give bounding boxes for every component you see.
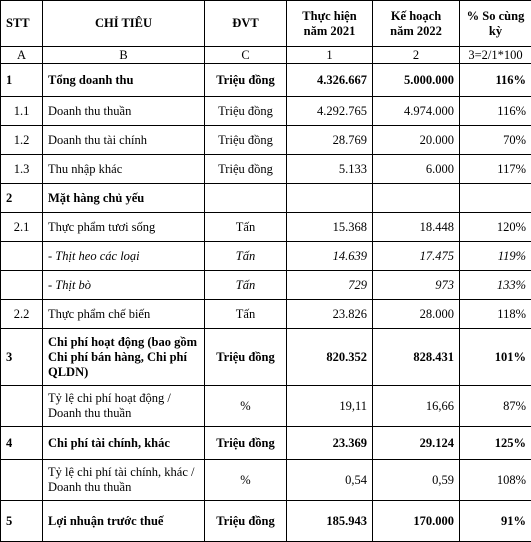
table-row: [1, 460, 531, 501]
header-row: [1, 1, 531, 47]
letter-cell: C: [205, 47, 287, 64]
row-actual: 820.352: [287, 329, 373, 386]
table-row: [1, 242, 531, 271]
table-row: [1, 155, 531, 184]
row-actual: 4.326.667: [287, 64, 373, 97]
row-name: Thu nhập khác: [43, 155, 205, 184]
row-actual: [287, 184, 373, 213]
table-row: [1, 329, 531, 386]
row-name: Doanh thu tài chính: [43, 126, 205, 155]
row-plan: 16,66: [373, 386, 460, 427]
row-name: Doanh thu thuần: [43, 97, 205, 126]
row-actual: 0,54: [287, 460, 373, 501]
row-plan: 828.431: [373, 329, 460, 386]
header-stt: STT: [1, 1, 43, 47]
row-stt: 4: [1, 427, 43, 460]
letter-cell: 2: [373, 47, 460, 64]
row-unit: Tấn: [205, 300, 287, 329]
row-plan: 18.448: [373, 213, 460, 242]
row-name: Tổng doanh thu: [43, 64, 205, 97]
row-stt: 1.2: [1, 126, 43, 155]
row-name: Tỷ lệ chi phí hoạt động / Doanh thu thuần: [43, 386, 205, 427]
row-plan: 5.000.000: [373, 64, 460, 97]
row-stt: 1.3: [1, 155, 43, 184]
row-pct: 125%: [460, 427, 531, 460]
row-unit: Triệu đồng: [205, 126, 287, 155]
row-unit: Triệu đồng: [205, 329, 287, 386]
row-stt: [1, 460, 43, 501]
row-actual: 23.369: [287, 427, 373, 460]
row-actual: 4.292.765: [287, 97, 373, 126]
row-pct: 108%: [460, 460, 531, 501]
row-stt: [1, 271, 43, 300]
row-pct: [460, 184, 531, 213]
row-unit: Triệu đồng: [205, 155, 287, 184]
row-pct: 120%: [460, 213, 531, 242]
table-row: [1, 213, 531, 242]
row-unit: Triệu đồng: [205, 427, 287, 460]
table-row: [1, 64, 531, 97]
table-row: [1, 386, 531, 427]
header-dvt: ĐVT: [205, 1, 287, 47]
row-actual: 19,11: [287, 386, 373, 427]
header-ke-hoach: Kế hoạch năm 2022: [373, 1, 460, 47]
row-unit: Tấn: [205, 271, 287, 300]
table-row: [1, 427, 531, 460]
row-stt: 5: [1, 501, 43, 542]
row-pct: 101%: [460, 329, 531, 386]
row-plan: 29.124: [373, 427, 460, 460]
row-plan: 973: [373, 271, 460, 300]
row-name: Chi phí hoạt động (bao gồm Chi phí bán hàng, Chi phí QLDN): [43, 329, 205, 386]
row-unit: Triệu đồng: [205, 501, 287, 542]
row-actual: 729: [287, 271, 373, 300]
table-row: [1, 501, 531, 542]
row-pct: 91%: [460, 501, 531, 542]
row-stt: 1: [1, 64, 43, 97]
row-stt: 3: [1, 329, 43, 386]
letter-cell: 1: [287, 47, 373, 64]
row-stt: 2: [1, 184, 43, 213]
row-actual: 14.639: [287, 242, 373, 271]
row-stt: [1, 386, 43, 427]
row-name: Tỷ lệ chi phí tài chính, khác / Doanh thu thuần: [43, 460, 205, 501]
table-row: [1, 300, 531, 329]
row-unit: Triệu đồng: [205, 97, 287, 126]
table-row: [1, 97, 531, 126]
row-plan: 0,59: [373, 460, 460, 501]
row-name: - Thịt bò: [43, 271, 205, 300]
row-actual: 23.826: [287, 300, 373, 329]
row-name: - Thịt heo các loại: [43, 242, 205, 271]
table-row: [1, 126, 531, 155]
row-plan: 4.974.000: [373, 97, 460, 126]
header-so-cung-ky: % So cùng kỳ: [460, 1, 531, 47]
row-pct: 70%: [460, 126, 531, 155]
row-pct: 116%: [460, 97, 531, 126]
row-plan: 6.000: [373, 155, 460, 184]
row-actual: 15.368: [287, 213, 373, 242]
row-plan: [373, 184, 460, 213]
letter-cell: B: [43, 47, 205, 64]
letter-cell: A: [1, 47, 43, 64]
row-pct: 117%: [460, 155, 531, 184]
row-stt: 1.1: [1, 97, 43, 126]
row-actual: 185.943: [287, 501, 373, 542]
letter-cell: 3=2/1*100: [460, 47, 531, 64]
row-plan: 20.000: [373, 126, 460, 155]
row-plan: 170.000: [373, 501, 460, 542]
row-actual: 28.769: [287, 126, 373, 155]
table-row: [1, 184, 531, 213]
row-stt: 2.2: [1, 300, 43, 329]
row-name: Chi phí tài chính, khác: [43, 427, 205, 460]
row-unit: Triệu đồng: [205, 64, 287, 97]
row-name: Lợi nhuận trước thuế: [43, 501, 205, 542]
row-pct: 119%: [460, 242, 531, 271]
row-unit: Tấn: [205, 242, 287, 271]
table-row: [1, 271, 531, 300]
row-actual: 5.133: [287, 155, 373, 184]
row-stt: 2.1: [1, 213, 43, 242]
row-unit: [205, 184, 287, 213]
row-name: Thực phẩm tươi sống: [43, 213, 205, 242]
row-pct: 116%: [460, 64, 531, 97]
row-name: Mặt hàng chủ yếu: [43, 184, 205, 213]
row-plan: 28.000: [373, 300, 460, 329]
row-plan: 17.475: [373, 242, 460, 271]
row-pct: 118%: [460, 300, 531, 329]
row-unit: Tấn: [205, 213, 287, 242]
row-unit: %: [205, 386, 287, 427]
row-unit: %: [205, 460, 287, 501]
row-name: Thực phẩm chế biến: [43, 300, 205, 329]
header-thuc-hien: Thực hiện năm 2021: [287, 1, 373, 47]
header-chi-tieu: CHỈ TIÊU: [43, 1, 205, 47]
row-stt: [1, 242, 43, 271]
column-letter-row: [1, 47, 531, 64]
row-pct: 133%: [460, 271, 531, 300]
row-pct: 87%: [460, 386, 531, 427]
